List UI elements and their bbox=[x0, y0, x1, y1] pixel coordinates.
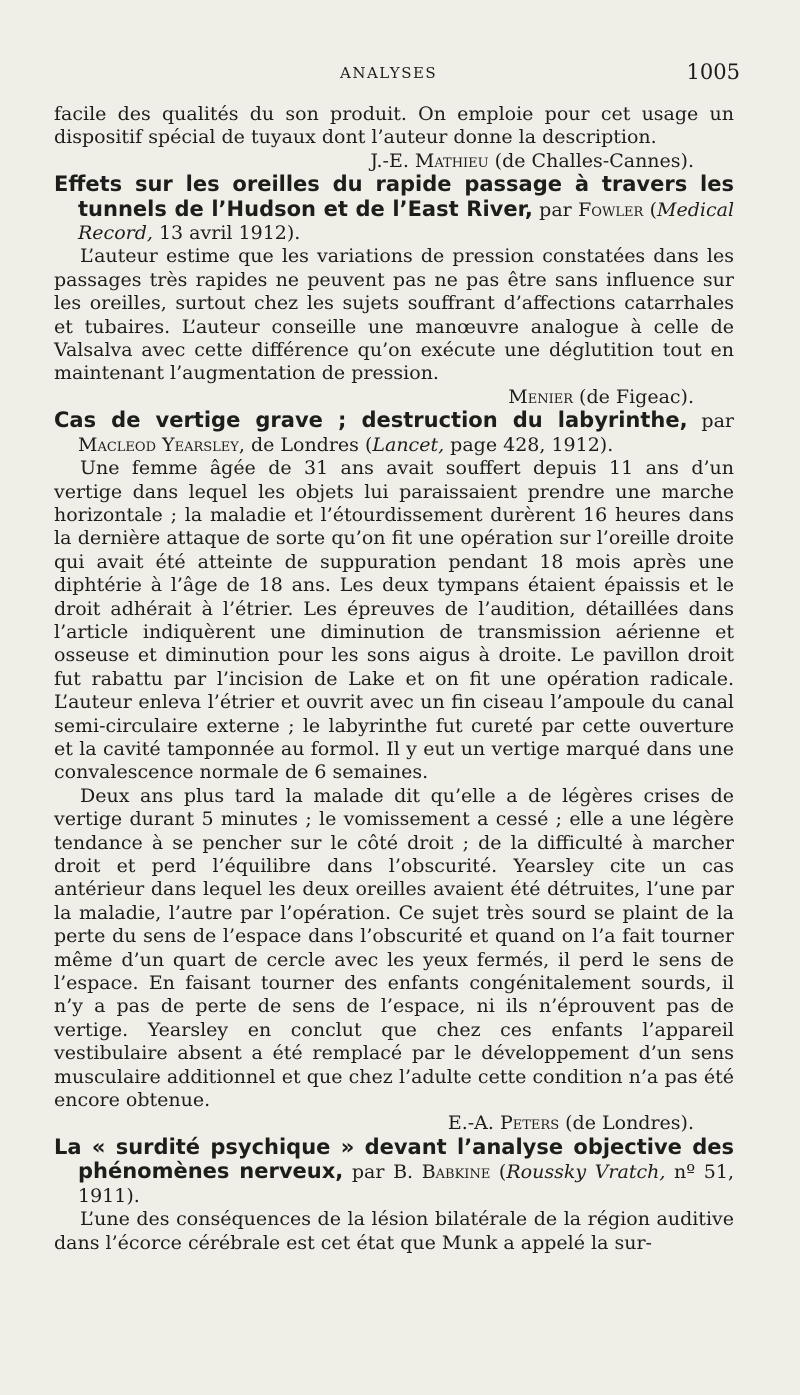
entry-by: par bbox=[532, 198, 579, 221]
signature-place: (de Londres). bbox=[559, 1112, 694, 1135]
signature bbox=[54, 150, 734, 173]
entry-author: Babkine bbox=[421, 1161, 491, 1184]
entry-by: par B. bbox=[343, 1161, 422, 1184]
entry-heading: Cas de vertige grave ; destruction du labyrinthe, bbox=[54, 408, 688, 433]
entry-by: par bbox=[687, 410, 734, 433]
entry-author: Macleod Yearsley bbox=[78, 433, 239, 456]
entry-heading: Effets sur les oreilles du rapide passage à travers les tunnels de l’Hudson et de l’East River, bbox=[54, 172, 734, 221]
entry-author: Fowler bbox=[578, 198, 644, 221]
entry-title: Effets sur les oreilles du rapide passage à travers les tunnels de l’Hudson et de l’East River, par Fowler (Medical Record, 13 avril 1912). bbox=[54, 172, 735, 245]
entry-place: , de Londres ( bbox=[238, 433, 373, 456]
entry-date: nº 51, 1911). bbox=[78, 1161, 734, 1207]
page-number: 1005 bbox=[686, 60, 740, 84]
signature bbox=[54, 1112, 734, 1135]
entry-title bbox=[54, 409, 734, 457]
paragraph: L’auteur estime que les variations de pression constatées dans les passages très rapides ne peuvent pas ne pas être sans influence sur les oreilles, surtout chez les sujets souffrant d’affections catarrhales et tubaires. L’auteur conseille une manœuvre analogue à celle de Valsalva avec cette différence qu’on exécute une déglutition tout en maintenant l’augmentation de pression. bbox=[54, 245, 734, 385]
signature-place: (de Figeac). bbox=[573, 385, 694, 408]
running-head: ANALYSES bbox=[340, 64, 438, 82]
entry-source: Medical Record, bbox=[78, 198, 735, 245]
signature bbox=[54, 386, 734, 409]
signature-place: (de Challes-Cannes). bbox=[488, 149, 694, 172]
body-text bbox=[54, 103, 734, 1255]
signature-name: Menier bbox=[508, 385, 573, 408]
signature-name: J.-E. Mathieu bbox=[370, 149, 489, 172]
entry-date: page 428, 1912). bbox=[444, 433, 614, 456]
signature-name: E.-A. Peters bbox=[447, 1112, 560, 1135]
paragraph: Une femme âgée de 31 ans avait souffert depuis 11 ans d’un vertige dans lequel les objets lui paraissaient prendre une marche horizontale ; la maladie et l’étourdissement durèrent 16 heures dans la dernière attaque de sorte qu’on fit une opération sur l’oreille droite qui avait été atteinte de suppuration pendant 18 mois après une diphtérie à l’âge de 18 ans. Les deux tympans étaient épaissis et le droit adhérait à l’étrier. Les épreuves de l’audition, détaillées dans l’article indiquèrent une diminution de transmission aérienne et osseuse et diminution pour les sons aigus à droite. Le pavillon droit fut rabattu par l’incision de Lake et on fit une opération radicale. L’auteur enleva l’étrier et ouvrit avec un fin ciseau l’ampoule du canal semi-circulaire externe ; le labyrinthe fut cureté par cette ouverture et la cavité tamponnée au formol. Il y eut un vertige marqué dans une convalescence normale de 6 semaines. bbox=[54, 457, 734, 784]
paragraph: Deux ans plus tard la malade dit qu’elle a de légères crises de vertige durant 5 minutes ; le vomissement a cessé ; elle a une légère tendance à se pencher sur le côté droit ; de la difficulté à marcher droit et perd l’équilibre dans l’obscurité. Yearsley cite un cas antérieur dans lequel les deux oreilles avaient été détruites, l’une par la maladie, l’autre par l’opération. Ce sujet très sourd se plaint de la perte du sens de l’espace dans l’obscurité et quand on l’a fait tourner même d’un quart de cercle avec les yeux fermés, il perd le sens de l’espace. En faisant tourner des enfants congénitalement sourds, il n’y a pas de perte de sens de l’espace, ni ils n’éprouvent pas de vertige. Yearsley en conclut que chez ces enfants l’appareil vestibulaire absent a été remplacé par le développement d’un sens musculaire additionnel et que chez l’adulte cette condition n’a pas été encore obtenue. bbox=[54, 784, 734, 1112]
page-header bbox=[60, 62, 740, 90]
entry-heading: La « surdité psychique » devant l’analyse objective des phénomènes nerveux, bbox=[54, 1134, 734, 1184]
entry-date: 13 avril 1912). bbox=[152, 222, 301, 245]
paragraph: facile des qualités du son produit. On emploie pour cet usage un dispositif spécial de tuyaux dont l’auteur donne la description. bbox=[54, 103, 734, 149]
paragraph: L’une des conséquences de la lésion bilatérale de la région auditive dans l’écorce cérébrale est cet état que Munk a appelé la sur- bbox=[54, 1208, 734, 1254]
entry-source: Lancet, bbox=[372, 433, 445, 456]
entry-source: Roussky Vratch, bbox=[506, 1161, 666, 1184]
entry-title: La « surdité psychique » devant l’analyse objective des phénomènes nerveux, par B. Babkine (Roussky Vratch, nº 51, 1911). bbox=[54, 1134, 734, 1207]
